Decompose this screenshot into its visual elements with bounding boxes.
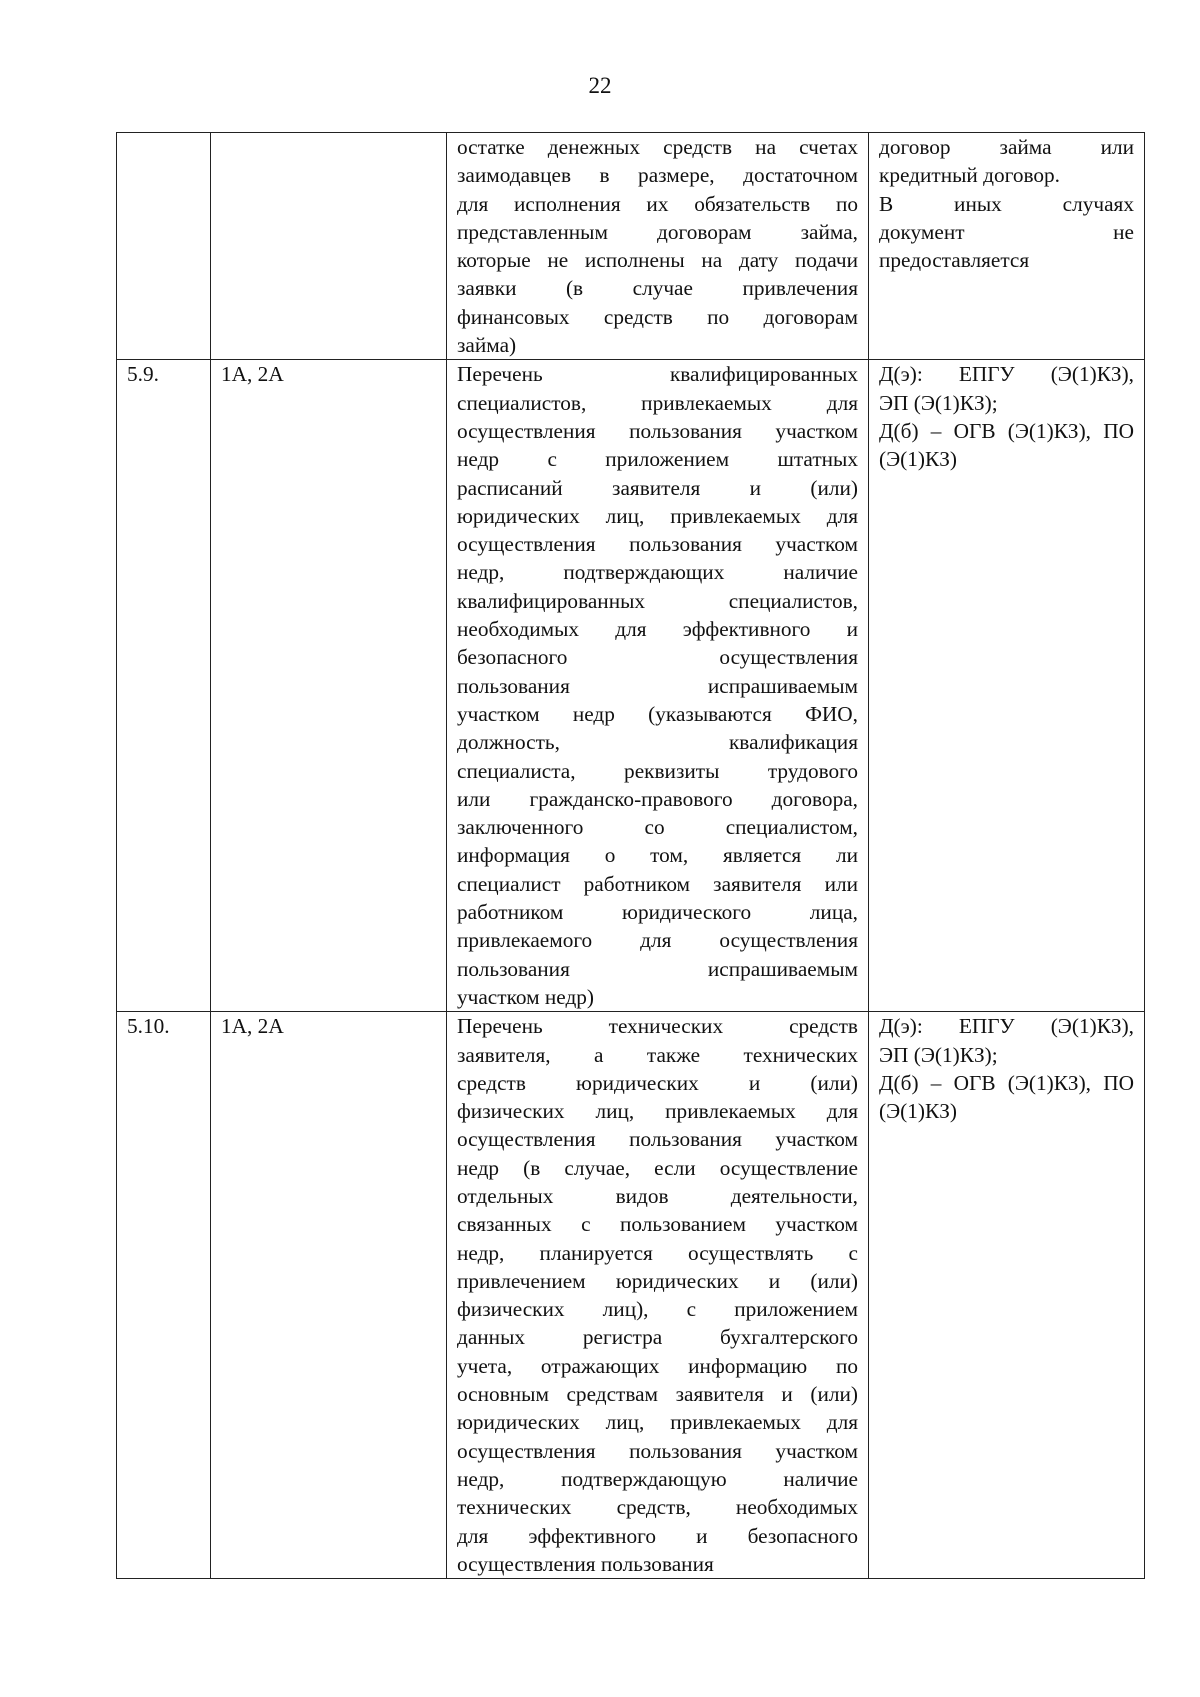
document-description-cell: [447, 1012, 869, 1579]
description-line: заявки (в случае привлечения: [457, 276, 858, 301]
description-line: участком недр): [457, 984, 595, 1009]
description-line: юридических лиц, привлекаемых для: [457, 503, 858, 528]
description-line: остатке денежных средств на счетах: [457, 135, 858, 159]
submission-line: Д(б) – ОГВ (Э(1)КЗ), ПО: [879, 418, 1134, 443]
description-line: средств юридических и (или): [457, 1070, 858, 1095]
submission-line: договор займа или: [879, 135, 1134, 159]
description-line: специалист работником заявителя или: [457, 871, 858, 896]
submission-method-cell: [869, 360, 1145, 1012]
submission-line: документ не: [879, 219, 1134, 244]
description-line: необходимых для эффективного и: [457, 617, 858, 642]
description-line: недр, подтверждающую наличие: [457, 1466, 858, 1491]
description-line: недр с приложением штатных: [457, 447, 858, 472]
description-line: Перечень технических средств: [457, 1014, 858, 1039]
description-line: технических средств, необходимых: [457, 1495, 858, 1520]
applicant-groups-cell: 1А, 2А: [211, 360, 447, 1012]
description-line: связанных с пользованием участком: [457, 1212, 858, 1237]
description-line: займа): [457, 333, 517, 358]
description-line: заключенного со специалистом,: [457, 815, 858, 840]
description-line: пользования испрашиваемым: [457, 673, 858, 698]
description-line: или гражданско-правового договора,: [457, 786, 858, 811]
document-description-cell: [447, 360, 869, 1012]
description-line: осуществления пользования участком: [457, 532, 858, 557]
description-line: которые не исполнены на дату подачи: [457, 248, 858, 273]
submission-line: ЭП (Э(1)КЗ);: [879, 1042, 998, 1067]
description-line: безопасного осуществления: [457, 645, 858, 670]
description-line: для исполнения их обязательств по: [457, 191, 858, 216]
description-line: работником юридического лица,: [457, 900, 858, 925]
document-description-cell: [447, 133, 869, 360]
row-number-cell: 5.9.: [117, 360, 211, 1012]
description-line: для эффективного и безопасного: [457, 1523, 858, 1548]
submission-method-cell: [869, 1012, 1145, 1579]
description-line: привлечением юридических и (или): [457, 1268, 858, 1293]
description-line: юридических лиц, привлекаемых для: [457, 1410, 858, 1435]
description-line: недр (в случае, если осуществление: [457, 1155, 858, 1180]
description-line: квалифицированных специалистов,: [457, 588, 858, 613]
description-line: осуществления пользования участком: [457, 1438, 858, 1463]
description-line: физических лиц, привлекаемых для: [457, 1099, 858, 1124]
submission-line: Д(э): ЕПГУ (Э(1)КЗ),: [879, 1014, 1134, 1039]
description-line: недр, подтверждающих наличие: [457, 560, 858, 585]
page-number: 22: [588, 73, 612, 98]
description-line: данных регистра бухгалтерского: [457, 1325, 858, 1350]
description-line: Перечень квалифицированных: [457, 362, 858, 387]
submission-line: Д(б) – ОГВ (Э(1)КЗ), ПО: [879, 1070, 1134, 1095]
description-line: представленным договорам займа,: [457, 219, 858, 244]
description-line: расписаний заявителя и (или): [457, 475, 858, 500]
description-line: информация о том, является ли: [457, 843, 858, 868]
description-line: осуществления пользования участком: [457, 1127, 858, 1152]
row-number-cell: [117, 133, 211, 360]
description-line: заимодавцев в размере, достаточном: [457, 163, 858, 188]
description-line: отдельных видов деятельности,: [457, 1183, 858, 1208]
table-row: [117, 1012, 1145, 1579]
submission-line: Д(э): ЕПГУ (Э(1)КЗ),: [879, 362, 1134, 387]
description-line: учета, отражающих информацию по: [457, 1353, 858, 1378]
description-line: финансовых средств по договорам: [457, 304, 858, 329]
description-line: физических лиц), с приложением: [457, 1297, 858, 1322]
submission-line: В иных случаях: [879, 191, 1134, 216]
description-line: недр, планируется осуществлять с: [457, 1240, 858, 1265]
description-line: осуществления пользования: [457, 1551, 714, 1576]
submission-line: ЭП (Э(1)КЗ);: [879, 390, 998, 415]
submission-line: предоставляется: [879, 248, 1030, 273]
table-row: [117, 133, 1145, 360]
submission-line: (Э(1)КЗ): [879, 447, 957, 472]
description-line: основным средствам заявителя и (или): [457, 1382, 858, 1407]
submission-line: (Э(1)КЗ): [879, 1099, 957, 1124]
description-line: привлекаемого для осуществления: [457, 928, 858, 953]
description-line: осуществления пользования участком: [457, 418, 858, 443]
row-number-cell: 5.10.: [117, 1012, 211, 1579]
description-line: заявителя, а также технических: [457, 1042, 858, 1067]
description-line: специалиста, реквизиты трудового: [457, 758, 858, 783]
description-line: должность, квалификация: [457, 730, 858, 755]
description-line: пользования испрашиваемым: [457, 956, 858, 981]
applicant-groups-cell: 1А, 2А: [211, 1012, 447, 1579]
description-line: участком недр (указываются ФИО,: [457, 701, 858, 726]
requirements-table: [116, 132, 1145, 1579]
submission-method-cell: [869, 133, 1145, 360]
submission-line: кредитный договор.: [879, 163, 1061, 188]
applicant-groups-cell: [211, 133, 447, 360]
description-line: специалистов, привлекаемых для: [457, 390, 858, 415]
table-row: [117, 360, 1145, 1012]
